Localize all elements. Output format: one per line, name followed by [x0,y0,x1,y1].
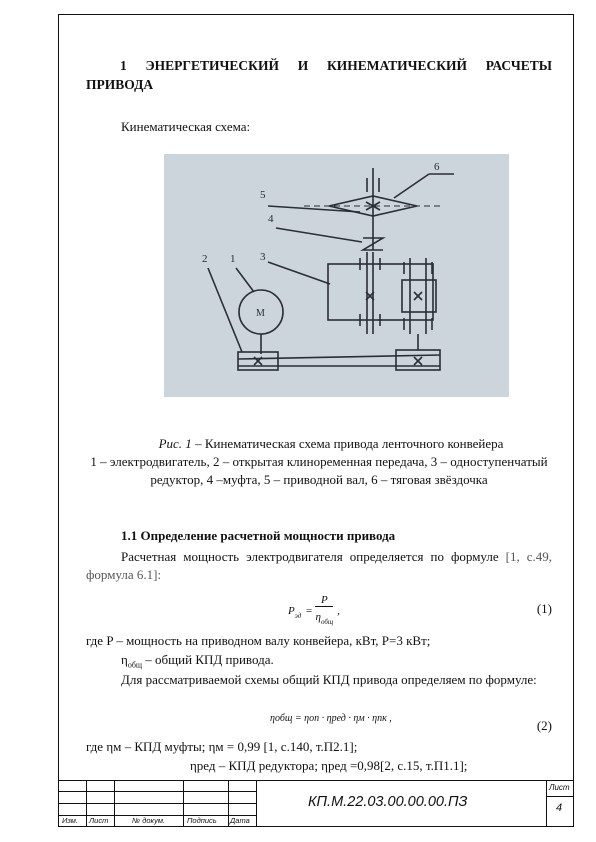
caption-title: – Кинематическая схема привода ленточного конвейера [191,436,504,451]
where-2-a: где ηм – КПД муфты; ηм = 0,99 [1, с.140, т.П2.1]; [86,739,358,754]
where-2-b: ηред – КПД редуктора; ηред =0,98[2, с.15, т.П1.1]; [190,758,468,773]
sheet-label: Лист [549,783,570,792]
where-1-a: где P – мощность на приводном валу конвейера, кВт, P=3 кВт; [86,633,431,648]
formula-2: ηобщ = ηоп · ηред · ηм · ηпк , [270,713,392,724]
sheet-number: 4 [556,802,563,814]
page-frame [58,14,574,827]
label-3: 3 [260,251,266,263]
stamp-signature: Подпись [187,816,217,825]
where-1-b: $\eta_{общ}$ – общий КПД привода. [121,652,274,670]
formula-1-number: (1) [536,601,552,616]
paragraph-efficiency: Для рассматриваемой схемы общий КПД привода определяем по формуле: [121,672,537,687]
formula-1: $P_{эд}$ = P $\eta_{общ}$ , [288,594,340,627]
label-4: 4 [268,213,274,225]
label-5: 5 [260,189,266,201]
scheme-label: Кинематическая схема: [121,119,251,134]
reference: [1, с.49, формула 6.1]: [86,549,552,582]
figure-background [164,154,509,397]
stamp-list: Лист [89,816,109,825]
title-block [58,780,574,827]
caption-legend: 1 – электродвигатель, 2 – открытая клиноременная передача, 3 – одноступенчатый редуктор, 4 –муфта, 5 – приводной вал, 6 – тяговая звёздочка [90,454,548,487]
label-6: 6 [434,161,440,173]
label-2: 2 [202,253,208,265]
figure-caption [86,435,552,489]
chapter-heading: 1 ЭНЕРГЕТИЧЕСКИЙ И КИНЕМАТИЧЕСКИЙ РАСЧЕТЫ ПРИВОДА [86,58,552,92]
section-title: 1.1 Определение расчетной мощности привода [121,528,396,543]
document-code: КП.М.22.03.00.00.00.ПЗ [308,794,468,810]
paragraph-power: Расчетная мощность электродвигателя определяется по формуле [1, с.49, формула 6.1]: [86,549,552,582]
formula-2-number: (2) [536,718,552,733]
stamp-date: Дата [230,816,250,825]
caption-prefix: Рис. 1 [158,436,192,451]
kinematic-scheme-figure [164,154,509,397]
label-1: 1 [230,253,236,265]
stamp-doc-no: № докум. [132,816,166,825]
motor-letter: M [256,308,265,319]
stamp-izm: Изм. [62,816,78,825]
